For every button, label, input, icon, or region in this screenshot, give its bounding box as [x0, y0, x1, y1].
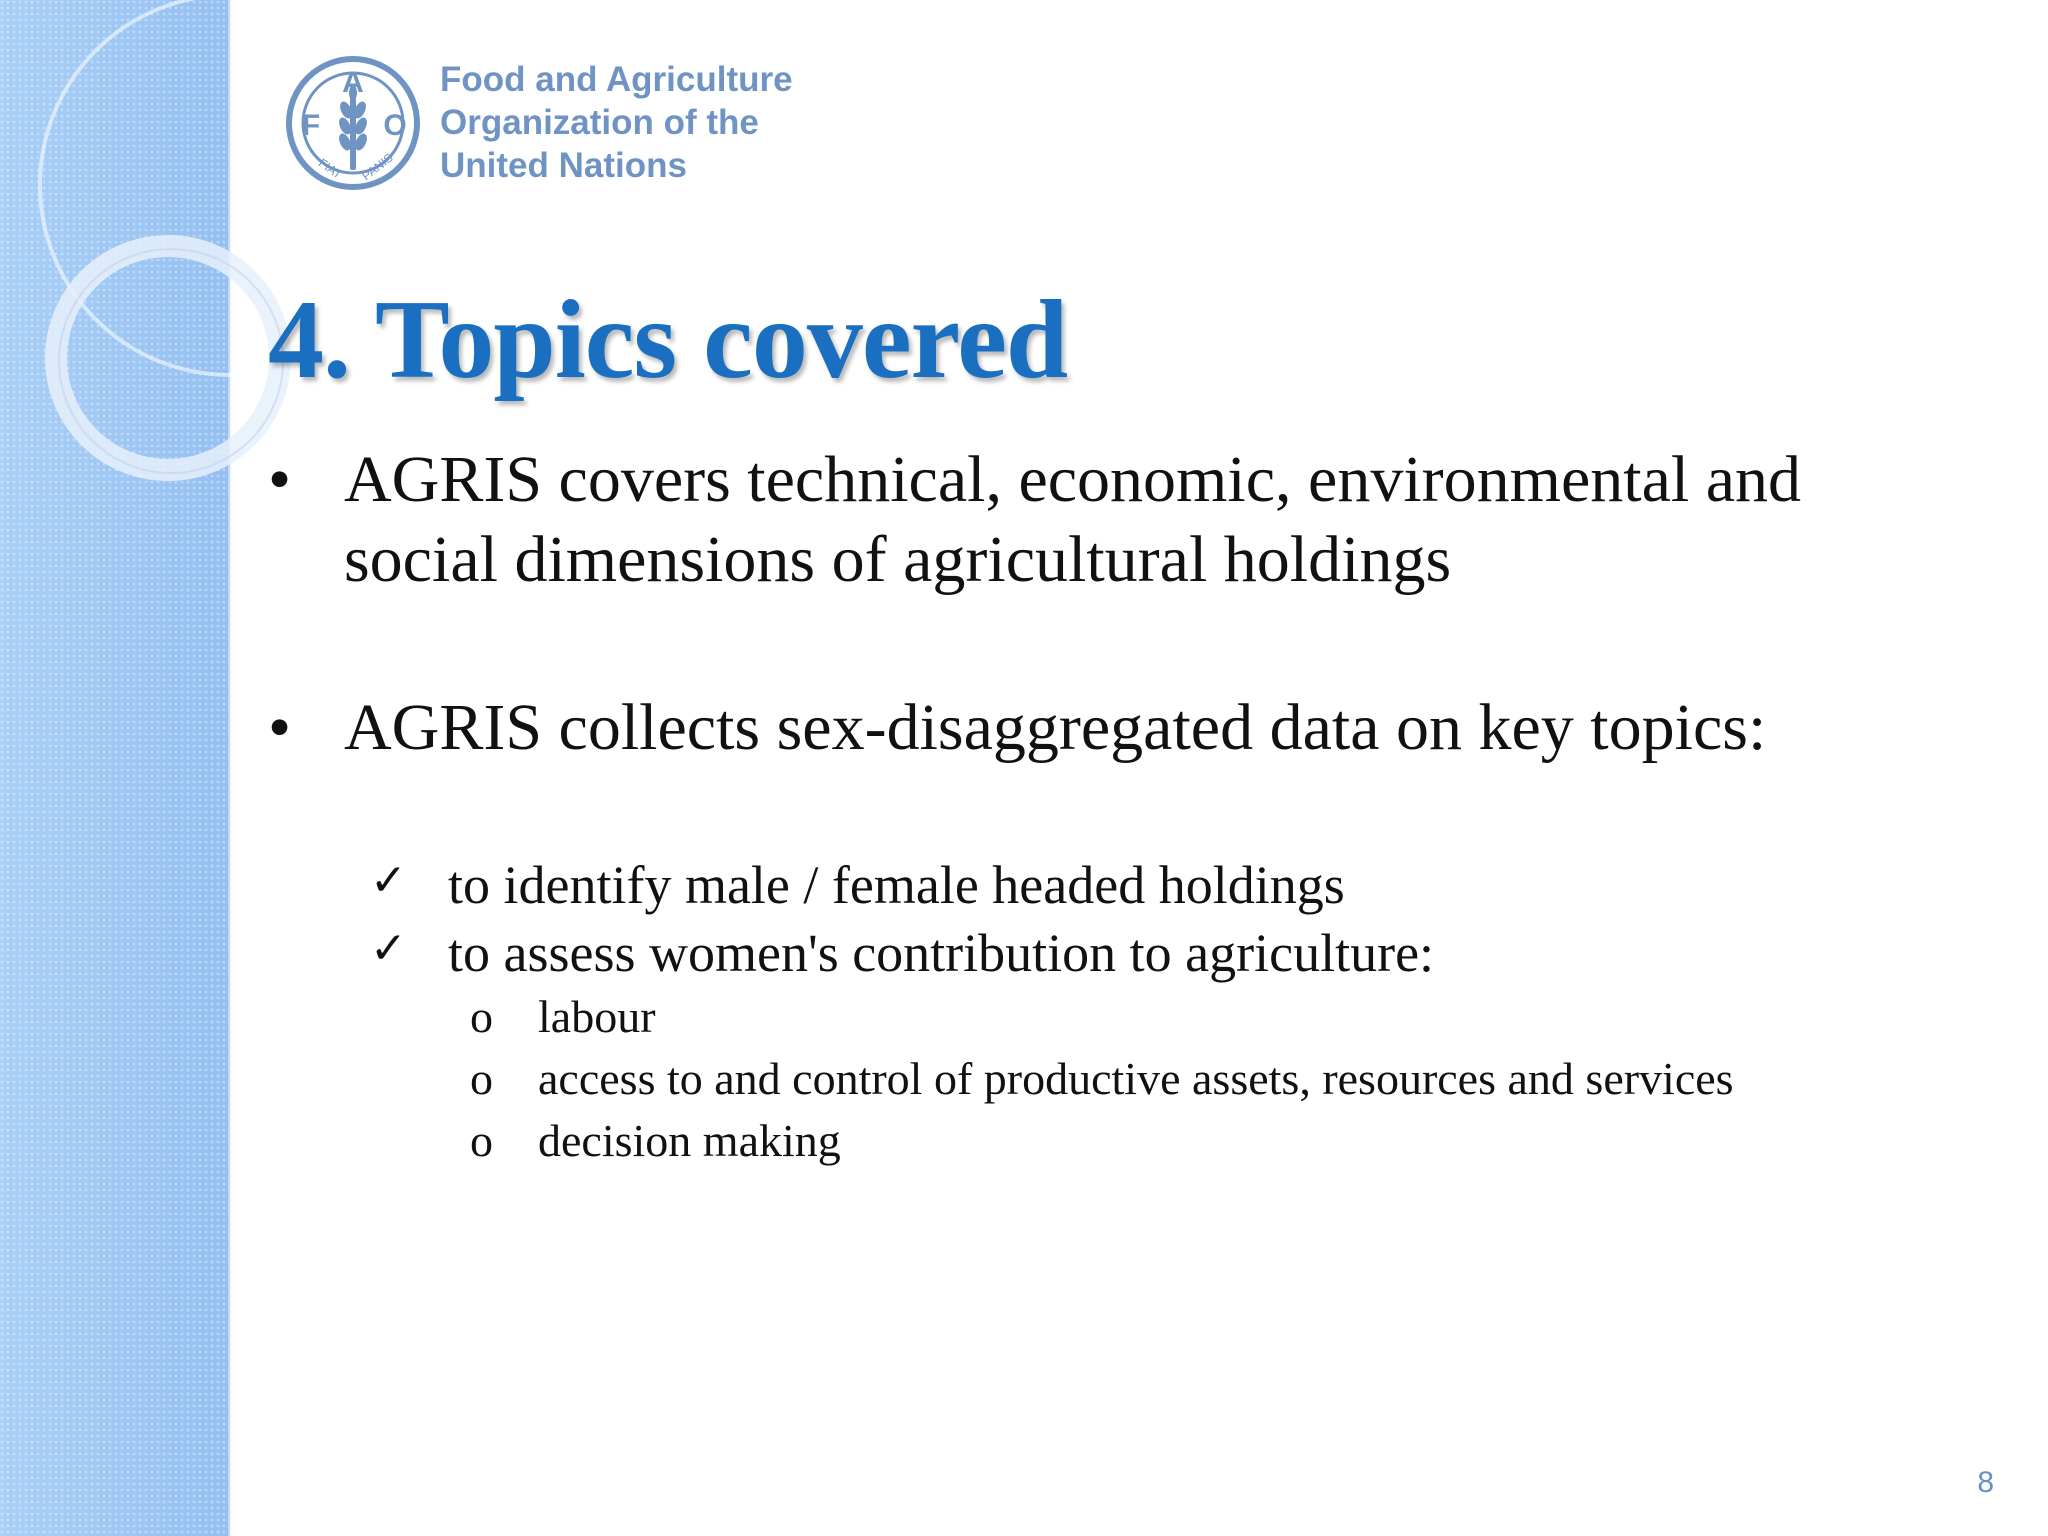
logo-letter-a: A	[342, 66, 364, 99]
sub-item-text: decision making	[538, 1115, 841, 1166]
sub-bullet-symbol: o	[470, 1115, 493, 1166]
bullet-item-1	[268, 440, 1948, 600]
page-number: 8	[1977, 1466, 1994, 1499]
logo-letter-o: O	[383, 109, 407, 142]
bullet-1-line-2: social dimensions of agricultural holdings	[344, 523, 1452, 596]
small-ring	[56, 246, 280, 470]
sub-bullet-symbol: o	[470, 1053, 493, 1104]
logo-motto-left: FIAT	[315, 155, 345, 182]
logo-motto-right: PANIS	[359, 150, 396, 184]
fao-logo-text	[440, 58, 793, 187]
checkmark-icon: ✓	[370, 855, 407, 906]
bullet-item-2	[268, 688, 1948, 768]
logo-letter-f: F	[301, 109, 321, 142]
logo-text-line-1: Food and Agriculture	[440, 60, 793, 99]
sub-bullet-symbol: o	[470, 991, 493, 1042]
bullet-1-line-1: AGRIS covers technical, economic, environmental and	[344, 443, 1802, 516]
logo-text-line-2: Organization of the	[440, 103, 759, 142]
checkmark-icon: ✓	[370, 923, 407, 974]
bullet-text	[344, 440, 1944, 600]
bullet-text	[344, 688, 1944, 768]
sub-item-text: access to and control of productive assets, resources and services	[538, 1053, 1734, 1104]
bullet-2-line-1: AGRIS collects sex-disaggregated data on key topics:	[344, 691, 1767, 764]
logo-text-line-3: United Nations	[440, 146, 687, 185]
bullet-symbol: •	[268, 691, 292, 764]
check-item-text: to identify male / female headed holdings	[448, 855, 1345, 915]
check-item-text: to assess women's contribution to agriculture:	[448, 923, 1435, 983]
sub-item-text: labour	[538, 991, 656, 1042]
bullet-symbol: •	[268, 443, 292, 516]
slide-title: 4. Topics covered	[268, 278, 1068, 402]
